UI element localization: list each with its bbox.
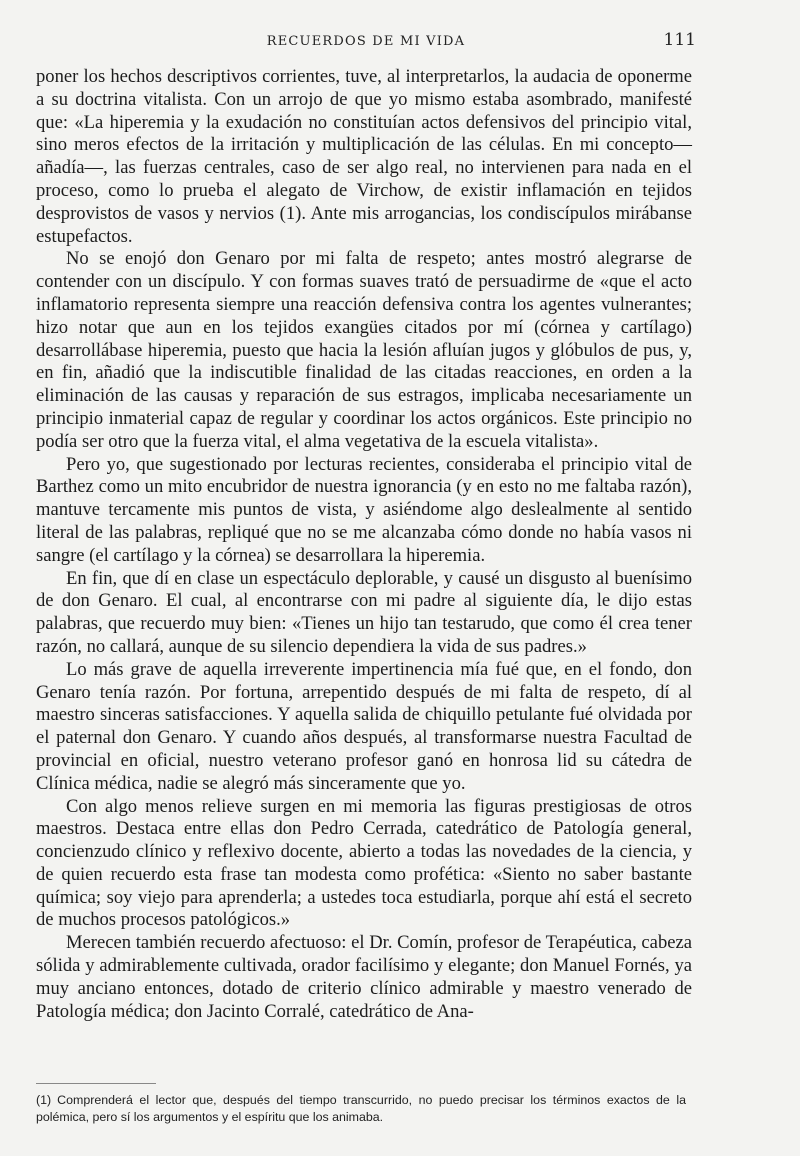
paragraph-4: En fin, que dí en clase un espectáculo deplorable, y causé un disgusto al buenísimo de don Genaro. El cual, al encontrarse con mi padre al siguiente día, le dijo estas palabras, que recuerdo muy bien: «Tienes un hijo tan testarudo, que como él crea tener razón, no callará, aunque de su silencio dependiera la vida de sus padres.» — [36, 567, 692, 657]
paragraph-7: Merecen también recuerdo afectuoso: el Dr. Comín, profesor de Terapéutica, cabeza sólida y admirablemente cultivada, orador facilísimo y elegante; don Manuel Fornés, ya muy anciano entonces, dotado de criterio clínico admirable y maestro venerado de Patología médica; don Jacinto Corralé, catedrático de Ana- — [36, 932, 692, 1022]
paragraph-5: Lo más grave de aquella irreverente impertinencia mía fué que, en el fondo, don Genaro tenía razón. Por fortuna, arrepentido después de mi falta de respeto, dí al maestro sinceras satisfacciones. Y aquella salida de chiquillo petulante fué olvidada por el paternal don Genaro. Y cuando años después, al transformarse nuestra Facultad de provincial en oficial, nuestro veterano profesor ganó en honrosa lid su cátedra de Clínica médica, nadie se alegró más sinceramente que yo. — [36, 658, 692, 794]
footnote — [36, 1092, 686, 1126]
paragraph-3: Pero yo, que sugestionado por lecturas recientes, consideraba el principio vital de Barthez como un mito encubridor de nuestra ignorancia (y en esto no me faltaba razón), mantuve tercamente mis puntos de vista, y asiéndome algo deslealmente al sentido literal de las palabras, repliqué que no se me alcanzaba cómo donde no había vasos ni sangre (el cartílago y la córnea) se desarrollara la hiperemia. — [36, 453, 692, 566]
paragraph-2: No se enojó don Genaro por mi falta de respeto; antes mostró alegrarse de contender con un discípulo. Y con formas suaves trató de persuadirme de «que el acto inflamatorio representa siempre una reacción defensiva contra los agentes vulnerantes; hizo notar que aun en los tejidos exangües citados por mí (córnea y cartílago) desarrollábase hiperemia, puesto que hacia la lesión afluían jugos y glóbulos de pus, y, en fin, añadió que la indiscutible finalidad de las citadas reacciones, en orden a la eliminación de las causas y reparación de sus estragos, implicaba necesariamente un principio inmaterial capaz de regular y coordinar los actos orgánicos. Este principio no podía ser otro que la fuerza vital, el alma vegetativa de la escuela vitalista». — [36, 248, 692, 452]
running-title: RECUERDOS DE MI VIDA — [266, 34, 466, 49]
paragraph-1: poner los hechos descriptivos corrientes, tuve, al interpretarlos, la audacia de oponerme a su doctrina vitalista. Con un arrojo de que yo mismo estaba asombrado, manifesté que: «La hiperemia y la exudación no constituían actos defensivos del principio vital, sino meros efectos de la irritación y multiplicación de las células. En mi concepto—añadía—, las fuerzas centrales, caso de ser algo real, no intervienen para nada en el proceso, como lo prueba el alegato de Virchow, de existir inflamación en tejidos desprovistos de vasos y nervios (1). Ante mis arrogancias, los condiscípulos mirábanse estupefactos. — [36, 66, 692, 247]
page-number: 111 — [663, 30, 696, 50]
footnote-marker: (1) — [36, 1093, 52, 1107]
footnote-divider — [36, 1083, 156, 1084]
body-text — [36, 66, 692, 1023]
paragraph-6: Con algo menos relieve surgen en mi memoria las figuras prestigiosas de otros maestros. Destaca entre ellas don Pedro Cerrada, catedrático de Patología general, concienzudo clínico y reflexivo docente, abierto a todas las novedades de la ciencia, y de quien recuerdo esta frase tan modesta como profética: «Siento no saber bastante química; soy viejo para aprenderla; a ustedes toca estudiarla, porque ahí está el secreto de muchos procesos patológicos.» — [36, 795, 692, 931]
footnote-text: Comprenderá el lector que, después del tiempo transcurrido, no puedo precisar los términos exactos de la polémica, pero sí los argumentos y el espíritu que los animaba. — [36, 1093, 686, 1124]
page-header — [36, 30, 696, 54]
